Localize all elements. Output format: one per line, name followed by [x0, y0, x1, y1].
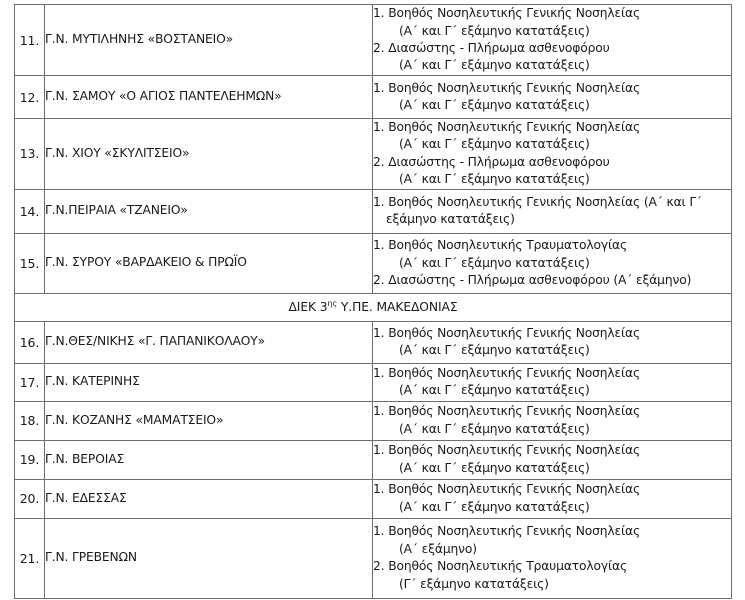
positions-cell: [373, 76, 732, 119]
section-header-cell: [15, 293, 732, 321]
position-marker: 1.: [373, 194, 385, 209]
hospital-name-cell: Γ.Ν. ΧΙΟΥ «ΣΚΥΛΙΤΣΕΙΟ»: [45, 119, 373, 190]
position-marker: 2.: [373, 273, 385, 288]
position-list-item: [373, 154, 731, 189]
position-detail: (Α΄ και Γ΄ εξάμηνο κατατάξεις): [399, 460, 590, 475]
hospital-name-cell: Γ.Ν.ΘΕΣ/ΝΙΚΗΣ «Γ. ΠΑΠΑΝΙΚΟΛΑΟΥ»: [45, 321, 373, 363]
position-list: [373, 325, 731, 360]
hospital-positions-table: [14, 4, 732, 599]
table-row: [15, 401, 732, 440]
position-list-item: [373, 5, 731, 40]
table-section-row: [15, 293, 732, 321]
positions-cell: [373, 119, 732, 190]
position-title: Βοηθός Νοσηλευτικής Γενικής Νοσηλείας: [388, 443, 641, 458]
position-detail: (Α΄ και Γ΄ εξάμηνο κατατάξεις): [399, 421, 590, 436]
position-marker: 1.: [373, 365, 385, 380]
position-title: Βοηθός Νοσηλευτικής Γενικής Νοσηλείας: [388, 524, 641, 539]
table-body: [15, 5, 732, 599]
position-marker: 1.: [373, 238, 385, 253]
hospital-name-cell: Γ.Ν. ΕΔΕΣΣΑΣ: [45, 479, 373, 518]
position-list-item: [373, 272, 731, 289]
positions-cell: [373, 363, 732, 401]
position-title: Διασώστης - Πλήρωμα ασθενοφόρου: [388, 41, 610, 55]
position-detail: (Α΄ και Γ΄ εξάμηνο κατατάξεις): [399, 255, 590, 270]
positions-cell: [373, 5, 732, 76]
positions-cell: [373, 518, 732, 598]
position-detail: (Α΄ και Γ΄ εξάμηνο κατατάξεις): [399, 499, 590, 514]
position-title: Βοηθός Νοσηλευτικής Γενικής Νοσηλείας: [388, 120, 641, 134]
hospital-name-cell: Γ.Ν. ΣΑΜΟΥ «Ο ΑΓΙΟΣ ΠΑΝΤΕΛΕΗΜΩΝ»: [45, 76, 373, 119]
position-list-item: [373, 40, 731, 75]
positions-cell: [373, 440, 732, 479]
position-list-item: [373, 523, 731, 558]
position-marker: 1.: [373, 120, 385, 134]
table-row: [15, 479, 732, 518]
position-detail: (Α΄ και Γ΄ εξάμηνο κατατάξεις): [399, 383, 590, 398]
position-title: Διασώστης - Πλήρωμα ασθενοφόρου: [388, 154, 610, 169]
position-list-item: [373, 194, 731, 229]
position-title: Διασώστης - Πλήρωμα ασθενοφόρου (Α΄ εξάμηνο): [388, 273, 692, 288]
row-number-cell: 21.: [15, 518, 45, 598]
position-list-item: [373, 403, 731, 438]
position-list: [373, 442, 731, 477]
position-list-item: [373, 80, 731, 115]
table-row: [15, 363, 732, 401]
table-row: [15, 518, 732, 598]
position-list: [373, 194, 731, 229]
hospital-name-cell: Γ.Ν. ΒΕΡΟΙΑΣ: [45, 440, 373, 479]
row-number-cell: 11.: [15, 5, 45, 76]
position-marker: 1.: [373, 80, 385, 95]
hospital-name-cell: Γ.Ν. ΚΑΤΕΡΙΝΗΣ: [45, 363, 373, 401]
position-list-item: [373, 365, 731, 400]
positions-cell: [373, 189, 732, 233]
position-list-item: [373, 237, 731, 272]
row-number-cell: 19.: [15, 440, 45, 479]
position-list-item: [373, 442, 731, 477]
position-marker: 1.: [373, 6, 385, 21]
positions-cell: [373, 479, 732, 518]
position-title: Βοηθός Νοσηλευτικής Τραυματολογίας: [388, 238, 628, 253]
table-row: [15, 76, 732, 119]
position-list: [373, 80, 731, 115]
positions-cell: [373, 321, 732, 363]
hospital-name-cell: Γ.Ν.ΠΕΙΡΑΙΑ «ΤΖΑΝΕΙΟ»: [45, 189, 373, 233]
row-number-cell: 13.: [15, 119, 45, 190]
position-list-item: [373, 119, 731, 154]
row-number-cell: 15.: [15, 233, 45, 293]
position-title: Βοηθός Νοσηλευτικής Γενικής Νοσηλείας: [388, 365, 641, 380]
position-title: Βοηθός Νοσηλευτικής Γενικής Νοσηλείας: [388, 6, 641, 21]
position-marker: 1.: [373, 443, 385, 458]
position-marker: 1.: [373, 325, 385, 340]
table-row: [15, 440, 732, 479]
position-detail: (Α΄ και Γ΄ εξάμηνο κατατάξεις): [399, 137, 590, 152]
position-marker: 1.: [373, 482, 385, 497]
row-number-cell: 16.: [15, 321, 45, 363]
position-detail: (Α΄ και Γ΄ εξάμηνο κατατάξεις): [399, 343, 590, 358]
position-list-item: [373, 558, 731, 593]
position-list: [373, 365, 731, 400]
table-row: [15, 119, 732, 190]
position-detail: (Α΄ και Γ΄ εξάμηνο κατατάξεις): [399, 23, 590, 38]
row-number-cell: 20.: [15, 479, 45, 518]
position-detail: (Α΄ και Γ΄ εξάμηνο κατατάξεις): [399, 98, 590, 112]
document-table-container: [14, 4, 731, 599]
table-row: [15, 321, 732, 363]
position-title: Βοηθός Νοσηλευτικής Τραυματολογίας: [388, 559, 628, 574]
position-title: Βοηθός Νοσηλευτικής Γενικής Νοσηλείας: [388, 404, 641, 419]
section-title-prefix: ΔΙΕΚ 3: [288, 300, 328, 315]
table-row: [15, 189, 732, 233]
position-list-item: [373, 481, 731, 516]
position-detail: (Γ΄ εξάμηνο κατατάξεις): [399, 576, 549, 591]
position-list: [373, 237, 731, 289]
position-list: [373, 119, 731, 189]
hospital-name-cell: Γ.Ν. ΣΥΡΟΥ «ΒΑΡΔΑΚΕΙΟ & ΠΡΩΪΟ: [45, 233, 373, 293]
position-list: [373, 523, 731, 593]
position-title: Βοηθός Νοσηλευτικής Γενικής Νοσηλείας (Α΄ και Γ΄: [388, 194, 703, 209]
positions-cell: [373, 233, 732, 293]
position-list: [373, 5, 731, 75]
table-row: [15, 233, 732, 293]
position-title: Βοηθός Νοσηλευτικής Γενικής Νοσηλείας: [388, 482, 641, 497]
position-list: [373, 481, 731, 516]
position-list: [373, 403, 731, 438]
position-marker: 1.: [373, 524, 385, 539]
section-title-ordinal-suffix: ης: [327, 299, 338, 309]
position-marker: 2.: [373, 41, 385, 55]
hospital-name-cell: Γ.Ν. ΜΥΤΙΛΗΝΗΣ «ΒΟΣΤΑΝΕΙΟ»: [45, 5, 373, 76]
positions-cell: [373, 401, 732, 440]
position-list-item: [373, 325, 731, 360]
section-title-suffix: Υ.ΠΕ. ΜΑΚΕΔΟΝΙΑΣ: [337, 300, 458, 315]
position-marker: 2.: [373, 559, 385, 574]
position-detail: (Α΄ και Γ΄ εξάμηνο κατατάξεις): [399, 58, 590, 73]
position-title: Βοηθός Νοσηλευτικής Γενικής Νοσηλείας: [388, 80, 641, 95]
position-marker: 2.: [373, 154, 385, 169]
table-row: [15, 5, 732, 76]
position-detail: εξάμηνο κατατάξεις): [386, 212, 515, 227]
position-detail: (Α΄ και Γ΄ εξάμηνο κατατάξεις): [399, 172, 590, 187]
hospital-name-cell: Γ.Ν. ΚΟΖΑΝΗΣ «ΜΑΜΑΤΣΕΙΟ»: [45, 401, 373, 440]
row-number-cell: 18.: [15, 401, 45, 440]
row-number-cell: 12.: [15, 76, 45, 119]
position-title: Βοηθός Νοσηλευτικής Γενικής Νοσηλείας: [388, 325, 641, 340]
position-detail: (Α΄ εξάμηνο): [399, 541, 477, 556]
row-number-cell: 14.: [15, 189, 45, 233]
row-number-cell: 17.: [15, 363, 45, 401]
hospital-name-cell: Γ.Ν. ΓΡΕΒΕΝΩΝ: [45, 518, 373, 598]
position-marker: 1.: [373, 404, 385, 419]
